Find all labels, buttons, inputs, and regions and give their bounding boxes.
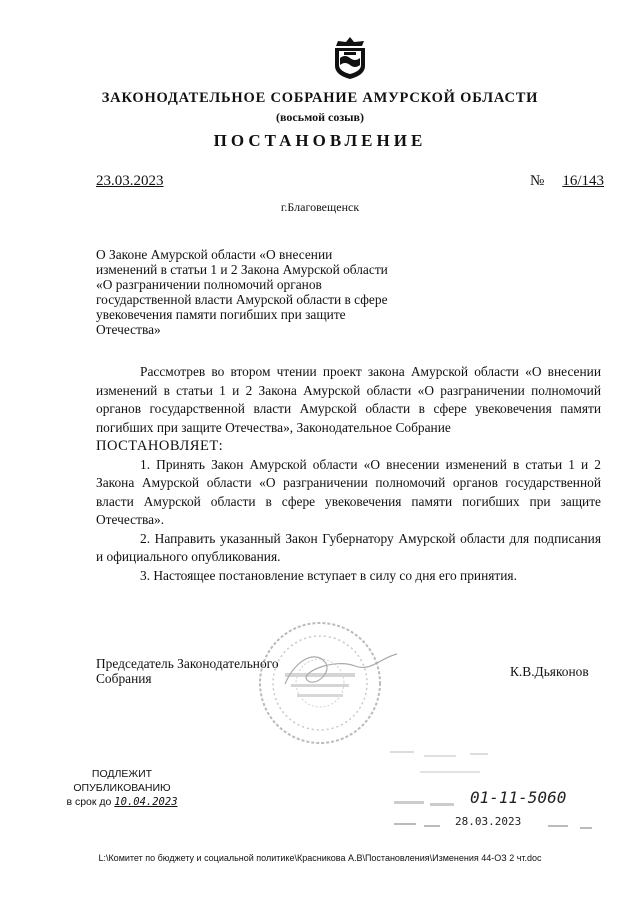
item-3: 3. Настоящее постановление вступает в силу со дня его принятия.: [140, 567, 517, 583]
position-line-2: Собрания: [96, 671, 152, 686]
publish-line-1: ПОДЛЕЖИТ: [91, 768, 153, 780]
city: г.Благовещенск: [280, 200, 360, 214]
position-line-1: Председатель Законодательного: [96, 656, 279, 671]
signatory-position: [96, 656, 279, 686]
document-date: 23.03.2023: [96, 173, 164, 189]
publish-line-3: [60, 795, 184, 809]
document-body: [96, 363, 601, 585]
publish-line-2: ОПУБЛИКОВАНИЮ: [73, 782, 171, 794]
resolves-heading: ПОСТАНОВЛЯЕТ:: [96, 438, 224, 454]
organization-title: ЗАКОНОДАТЕЛЬНОЕ СОБРАНИЕ АМУРСКОЙ ОБЛАСТИ: [101, 90, 539, 106]
publish-deadline: 10.04.2023: [114, 796, 178, 808]
item-1: 1. Принять Закон Амурской области «О внесении изменений в статьи 1 и 2 Закона Амурской области «О разграничении полномочий органов государственной власти Амурской области в сфере увековечения памяти погибших при защите Отечества».: [96, 456, 601, 527]
coat-of-arms-icon: [328, 36, 372, 80]
document-type: ПОСТАНОВЛЕНИЕ: [213, 131, 427, 150]
number-value: 16/143: [562, 173, 604, 189]
registration-number: 01-11-5060: [470, 788, 567, 807]
item-2: 2. Направить указанный Закон Губернатору Амурской области для подписания и официального опубликования.: [96, 530, 601, 564]
registration-date: 28.03.2023: [455, 815, 522, 828]
file-path-footer: L:\Комитет по бюджету и социальной политике\Красникова А.В\Постановления\Изменения 44-ОЗ 2 чт.doc: [98, 853, 542, 863]
publish-stamp: [60, 767, 184, 809]
preamble: Рассмотрев во втором чтении проект закона Амурской области «О внесении изменений в статьи 1 и 2 Закона Амурской области «О разграничении полномочий органов государственной власти Амурской области в сфере увековечения памяти погибших при защите Отечества», Законодательное Собрание: [96, 364, 601, 435]
number-sign: №: [530, 173, 545, 189]
convocation: (восьмой созыв): [276, 110, 364, 124]
signatory-name: К.В.Дьяконов: [510, 664, 589, 679]
document-subject: О Законе Амурской области «О внесении изменений в статьи 1 и 2 Закона Амурской области «О разграничении полномочий органов государственной власти Амурской области в сфере увековечения памяти погибших при защите Отечества»: [96, 247, 388, 337]
document-number: [530, 173, 604, 190]
publish-deadline-prefix: в срок до: [66, 796, 112, 808]
